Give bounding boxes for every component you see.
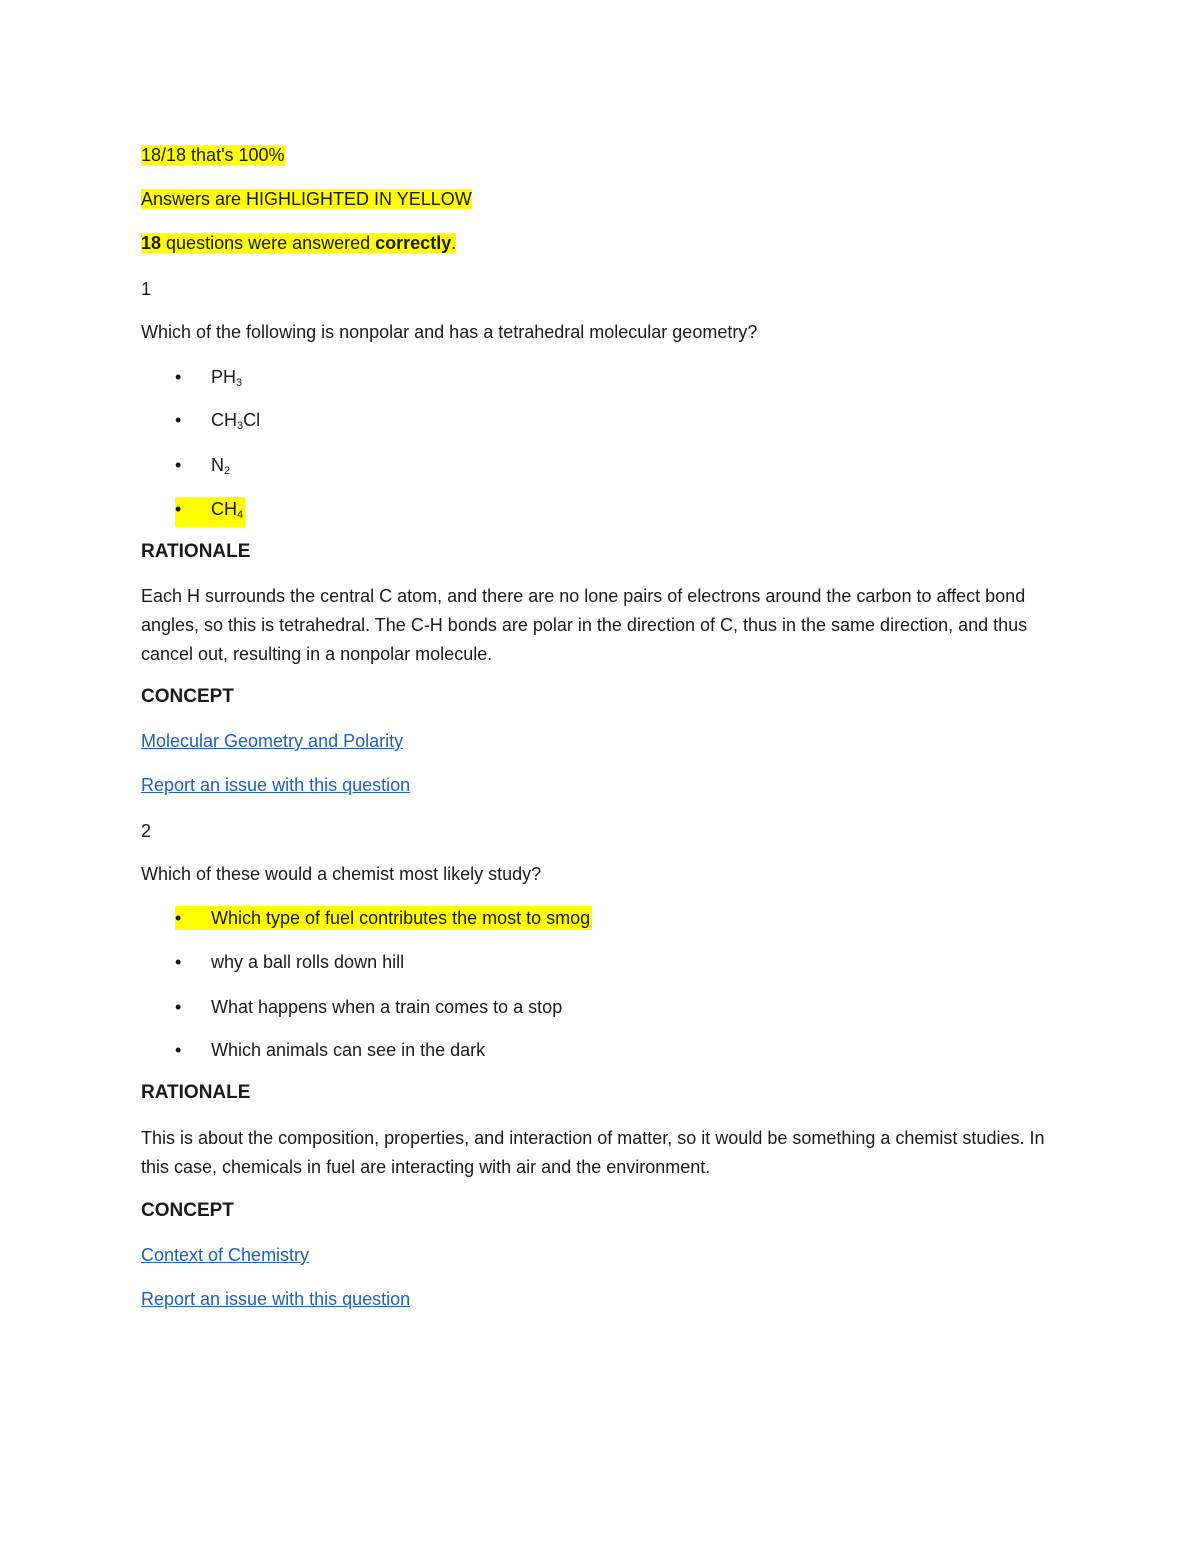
bullet-icon: • xyxy=(175,367,182,387)
bullet-icon: • xyxy=(175,1040,182,1060)
summary-end: . xyxy=(451,233,457,253)
answer-option xyxy=(175,1038,485,1062)
question-number: 1 xyxy=(141,279,152,299)
bullet-icon: • xyxy=(175,499,182,519)
question-number: 2 xyxy=(141,821,152,841)
option-formula: CH xyxy=(211,499,237,519)
bullet-icon: • xyxy=(175,952,182,972)
concept-line xyxy=(141,1243,309,1267)
rationale-text: Each H surrounds the central C atom, and there are no lone pairs of electrons around the carbon to affect bond angles, so this is tetrahedral. The C-H bonds are polar in the direction of C, thus in the same direction, and thus cancel out, resulting in a nonpolar molecule. xyxy=(141,586,1028,664)
concept-link[interactable]: Molecular Geometry and Polarity xyxy=(141,731,404,751)
option-subscript: 2 xyxy=(224,465,231,477)
correct-answer-option xyxy=(175,906,592,930)
option-text: Which type of fuel contributes the most to smog xyxy=(211,908,591,928)
report-issue-link[interactable]: Report an issue with this question xyxy=(141,1289,411,1309)
bullet-icon: • xyxy=(175,455,182,475)
rationale-heading: RATIONALE xyxy=(141,541,251,562)
bullet-icon: • xyxy=(175,908,182,928)
option-text: Which animals can see in the dark xyxy=(211,1040,486,1060)
summary-middle: questions were answered xyxy=(161,233,376,253)
report-issue-link[interactable]: Report an issue with this question xyxy=(141,775,411,795)
answer-option xyxy=(175,365,242,395)
bullet-icon: • xyxy=(175,997,182,1017)
summary-line xyxy=(141,231,456,255)
summary-bold: correctly xyxy=(375,233,452,253)
summary-count: 18 xyxy=(141,233,162,253)
score-line xyxy=(141,143,285,167)
summary-highlight xyxy=(141,233,456,253)
option-subscript: 3 xyxy=(236,377,243,389)
instruction-line xyxy=(141,187,472,211)
concept-line xyxy=(141,729,403,753)
instruction-text: Answers are HIGHLIGHTED IN YELLOW xyxy=(141,189,472,209)
option-subscript: 3 xyxy=(237,420,244,432)
score-text: 18/18 that's 100% xyxy=(141,145,285,165)
question-text: Which of these would a chemist most likely study? xyxy=(141,864,542,884)
option-text: why a ball rolls down hill xyxy=(211,952,405,972)
question-text: Which of the following is nonpolar and has a tetrahedral molecular geometry? xyxy=(141,322,758,342)
answer-option xyxy=(175,453,230,483)
option-formula: N xyxy=(211,455,224,475)
correct-answer-option xyxy=(175,497,245,527)
rationale-text: This is about the composition, properties, and interaction of matter, so it would be something a chemist studies. In this case, chemicals in fuel are interacting with air and the environment. xyxy=(141,1128,1045,1177)
rationale-heading: RATIONALE xyxy=(141,1082,251,1103)
bullet-icon: • xyxy=(175,410,182,430)
answer-option xyxy=(175,995,562,1019)
option-text: What happens when a train comes to a stop xyxy=(211,997,563,1017)
answer-option xyxy=(175,408,260,438)
report-line xyxy=(141,1287,410,1311)
answer-option xyxy=(175,950,404,974)
concept-heading: CONCEPT xyxy=(141,686,234,707)
concept-link[interactable]: Context of Chemistry xyxy=(141,1245,310,1265)
option-subscript: 4 xyxy=(237,509,244,521)
option-formula-rest: Cl xyxy=(243,410,261,430)
concept-heading: CONCEPT xyxy=(141,1200,234,1221)
option-formula: PH xyxy=(211,367,237,387)
option-formula: CH xyxy=(211,410,237,430)
report-line xyxy=(141,773,410,797)
